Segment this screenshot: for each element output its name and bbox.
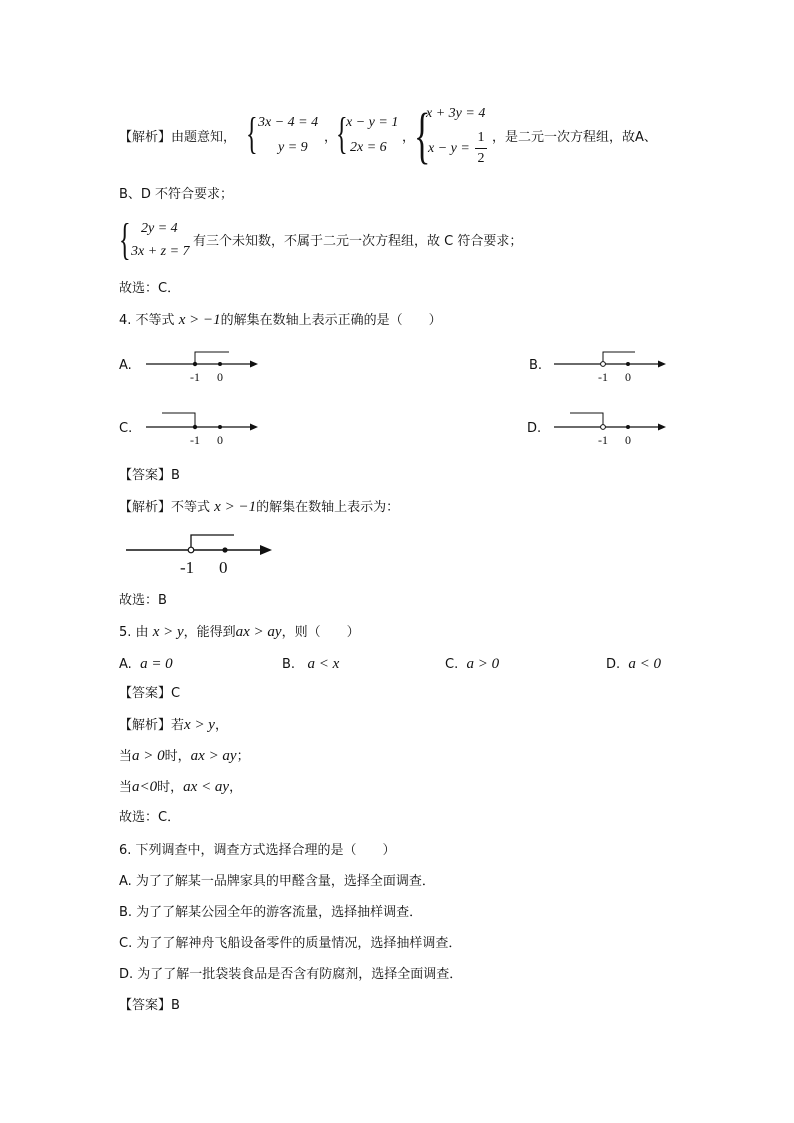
axis-arrow [658, 361, 666, 368]
tick-label-0: 0 [217, 433, 223, 447]
point-0 [218, 425, 222, 429]
q4-analysis-math: x > −1 [214, 499, 257, 515]
tick-label-neg1: -1 [598, 370, 608, 384]
axis-arrow [658, 424, 666, 431]
case-end: ； [236, 749, 250, 764]
option-label: A. [119, 657, 132, 672]
analysis-intro: 由题意知， [171, 130, 237, 145]
analysis-label: 【解析】 [119, 718, 172, 733]
solution-bracket [603, 352, 635, 362]
q6-stem: 6. 下列调查中，调查方式选择合理的是（ ） [119, 843, 396, 858]
comma: ， [214, 718, 228, 733]
q4-analysis-suffix: 的解集在数轴上表示为： [256, 500, 400, 515]
point-0 [626, 362, 630, 366]
case-condition: a > 0 [132, 748, 165, 764]
point-neg1-solid [193, 362, 197, 366]
q5-option-d[interactable] [606, 655, 661, 674]
number-line-a [140, 345, 265, 387]
q6-option-b[interactable]: B. 为了了解某公园全年的游客流量，选择抽样调查． [119, 905, 423, 920]
tick-label-neg1: -1 [190, 370, 200, 384]
number-line-c [140, 408, 265, 450]
axis-arrow [250, 361, 258, 368]
q4-option-b-label[interactable]: B. [529, 358, 543, 373]
q3-system4-text: 有三个未知数，不属于二元一次方程组，故 C 符合要求； [193, 234, 523, 249]
fraction-numerator: 1 [477, 130, 485, 145]
q4-stem-prefix: 4. 不等式 [119, 313, 175, 328]
q4-option-d-label[interactable]: D. [527, 421, 542, 436]
system3-eq2-left: x − y = [428, 141, 470, 156]
q4-analysis-prefix: 不等式 [171, 500, 211, 515]
q5-case1 [119, 747, 250, 766]
system3-eq1: x + 3y = 4 [426, 106, 486, 121]
q4-analysis [119, 498, 399, 517]
q5-stem-suffix: ，则（ ） [281, 625, 360, 640]
comma-1: ， [324, 130, 338, 145]
q3-after-systems: ，是二元一次方程组，故A、 [492, 130, 657, 145]
q5-option-c[interactable] [445, 655, 499, 674]
q6-answer: 【答案】B [119, 998, 180, 1013]
case-result: ax > ay [190, 748, 237, 764]
point-0 [626, 425, 630, 429]
equation-system-4: { 2y = 4 3x + z = 7 [119, 215, 190, 264]
tick-label-neg1: -1 [180, 558, 195, 577]
axis-arrow [260, 545, 272, 555]
solution-bracket [191, 535, 234, 547]
case-end: ， [229, 780, 243, 795]
option-label: C. [445, 657, 459, 672]
tick-label-0: 0 [625, 370, 631, 384]
q4-stem-math: x > −1 [178, 312, 221, 328]
q6-option-d[interactable]: D. 为了了解一批袋装食品是否含有防腐剂，选择全面调查． [119, 967, 463, 982]
q5-option-a[interactable] [119, 655, 173, 674]
solution-bracket [162, 413, 195, 427]
system4-eq1: 2y = 4 [141, 221, 178, 236]
tick-label-neg1: -1 [598, 433, 608, 447]
system2-eq1: x − y = 1 [346, 115, 399, 130]
fraction-denominator: 2 [477, 151, 485, 166]
q6-option-a[interactable]: A. 为了了解某一品牌家具的甲醛含量，选择全面调查． [119, 874, 435, 889]
solution-bracket [570, 413, 603, 425]
q5-case2 [119, 778, 242, 797]
q5-analysis [119, 716, 228, 735]
q5-answer: 【答案】C [119, 686, 181, 701]
tick-label-0: 0 [217, 370, 223, 384]
q4-answer: 【答案】B [119, 468, 180, 483]
q5-stem-math1: x > y [152, 624, 184, 640]
point-neg1-open [601, 425, 606, 430]
case-prefix: 当 [119, 780, 133, 795]
system4-eq2: 3x + z = 7 [131, 244, 190, 259]
q5-stem [119, 623, 360, 642]
option-label: B. [282, 657, 296, 672]
q5-stem-math2: ax > ay [235, 624, 282, 640]
equation-system-2: { x − y = 1 2x = 6 [336, 109, 399, 158]
q3-analysis-line2: B、D 不符合要求； [119, 187, 234, 202]
q5-analysis-prefix: 若 [171, 718, 185, 733]
number-line-d [548, 408, 673, 450]
case-prefix: 当 [119, 749, 133, 764]
number-line-solution [122, 528, 282, 578]
option-math: a < 0 [628, 656, 662, 672]
axis-arrow [250, 424, 258, 431]
q5-choose: 故选：C． [119, 810, 181, 825]
q4-option-c-label[interactable]: C. [119, 421, 133, 436]
system2-eq2: 2x = 6 [350, 140, 387, 155]
q5-option-b[interactable] [282, 655, 339, 674]
equation-system-3: { x + 3y = 4 x − y = 1 2 [414, 102, 486, 170]
point-0 [218, 362, 222, 366]
comma-2: ， [402, 130, 416, 145]
number-line-b [548, 345, 673, 387]
case-result: ax < ay [183, 779, 230, 795]
option-math: a = 0 [140, 656, 173, 672]
analysis-label: 【解析】 [119, 500, 172, 515]
case-condition: a<0 [132, 779, 158, 795]
point-neg1-open [188, 547, 194, 553]
fraction-bar [475, 148, 487, 149]
q4-option-a-label[interactable]: A. [119, 358, 132, 373]
equation-system-1: { 3x − 4 = 4 y = 9 [246, 109, 319, 158]
q3-analysis-line1 [119, 129, 236, 147]
point-neg1-solid [193, 425, 197, 429]
tick-label-0: 0 [625, 433, 631, 447]
system1-eq2: y = 9 [278, 140, 308, 155]
option-math: a < x [307, 656, 340, 672]
system1-eq1: 3x − 4 = 4 [258, 115, 319, 130]
case-mid: 时， [164, 749, 191, 764]
q3-choose: 故选：C． [119, 281, 181, 296]
analysis-label: 【解析】 [119, 130, 172, 145]
solution-bracket [195, 352, 229, 364]
point-neg1-open [601, 362, 606, 367]
q4-stem [119, 311, 442, 330]
q4-stem-suffix: 的解集在数轴上表示正确的是（ ） [220, 313, 442, 328]
q5-stem-prefix: 5. 由 [119, 625, 149, 640]
option-label: D. [606, 657, 621, 672]
option-math: a > 0 [466, 656, 500, 672]
q5-stem-mid: ，能得到 [183, 625, 236, 640]
q5-analysis-math: x > y [184, 717, 215, 733]
case-mid: 时， [157, 780, 184, 795]
q6-option-c[interactable]: C. 为了了解神舟飞船设备零件的质量情况，选择抽样调查． [119, 936, 462, 951]
tick-label-neg1: -1 [190, 433, 200, 447]
q4-choose: 故选：B [119, 593, 167, 608]
tick-label-0: 0 [219, 558, 228, 577]
point-0 [222, 547, 227, 552]
